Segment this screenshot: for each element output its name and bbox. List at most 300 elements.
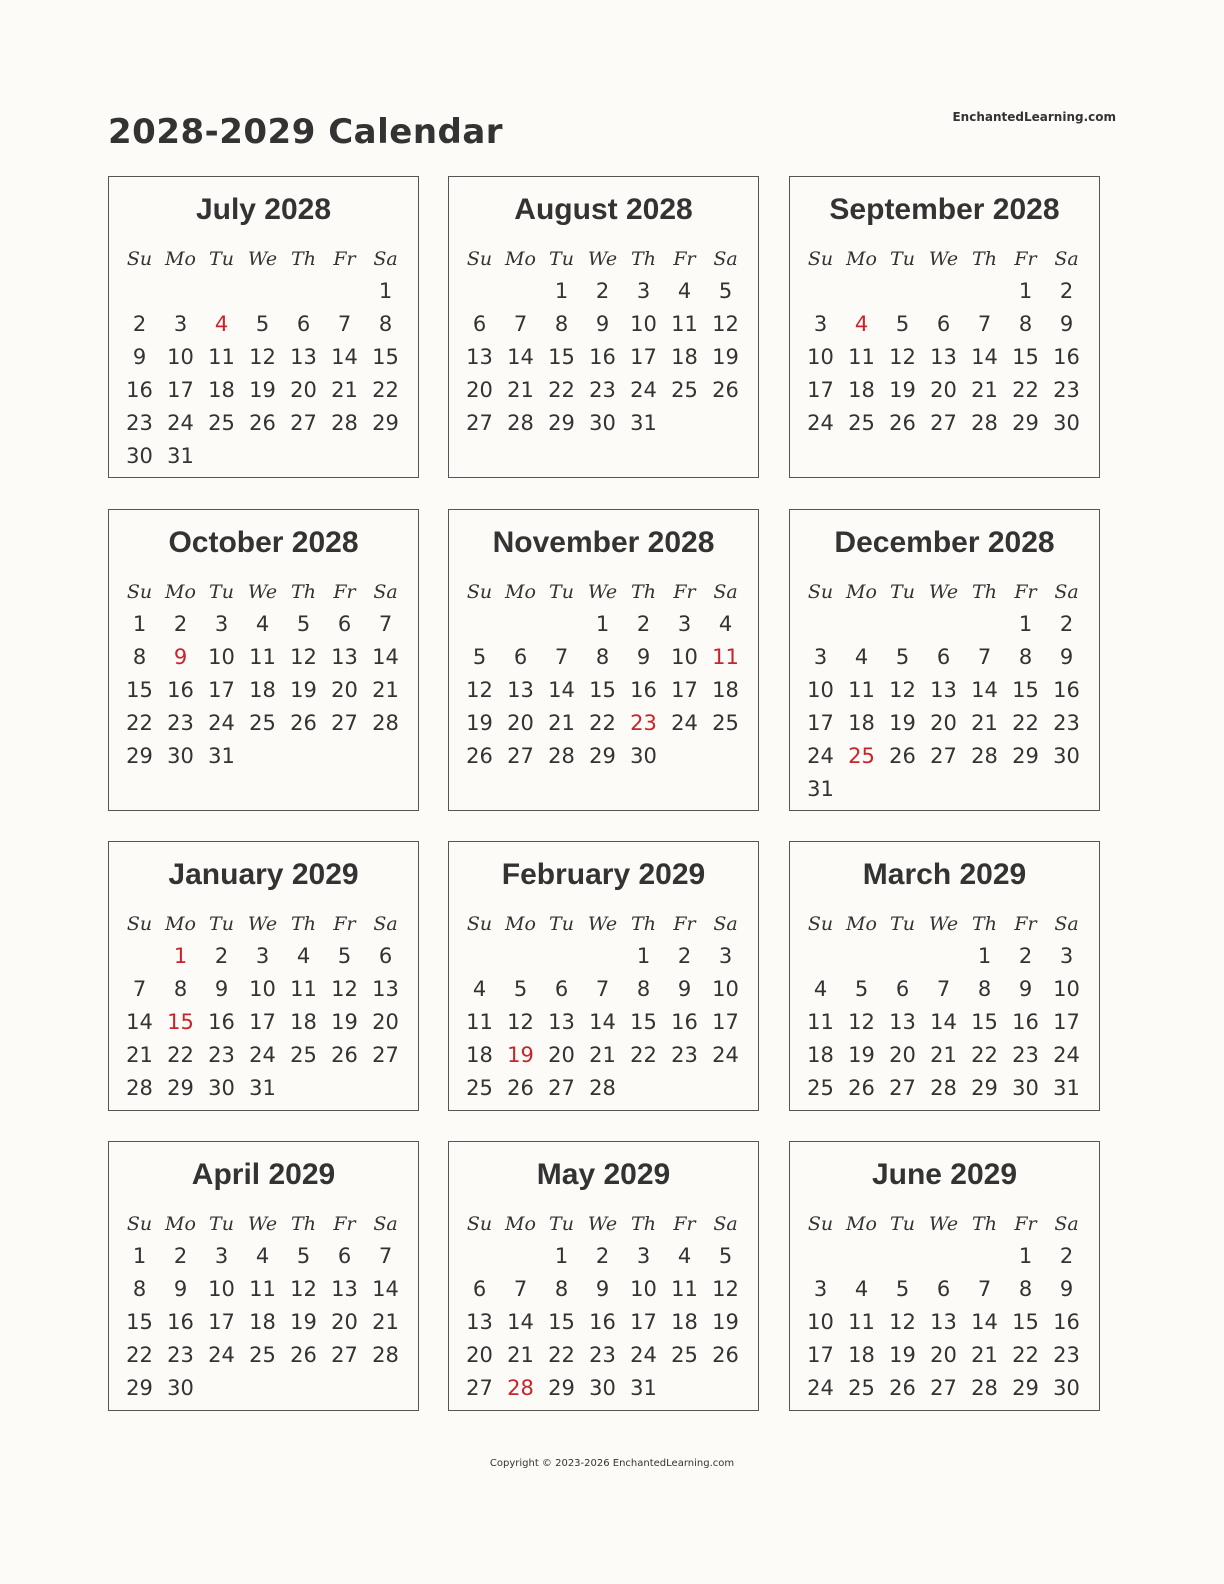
day-cell: 9 [595, 312, 610, 336]
day-cell: 17 [807, 1343, 834, 1367]
day-cell: 30 [208, 1076, 235, 1100]
day-cell: 22 [548, 378, 575, 402]
day-cell: 20 [290, 378, 317, 402]
day-cell: 27 [889, 1076, 916, 1100]
day-cell: 23 [1053, 711, 1080, 735]
holiday-day-cell: 11 [712, 645, 739, 669]
empty-day-cell [201, 275, 242, 308]
day-cell: 17 [208, 678, 235, 702]
day-cell: 15 [126, 678, 153, 702]
day-cell: 2 [173, 1244, 188, 1268]
day-cell: 17 [807, 711, 834, 735]
weekday-header: Su [807, 248, 834, 270]
empty-day-cell [800, 608, 841, 641]
weekday-header: Su [126, 1213, 153, 1235]
day-cell: 28 [589, 1076, 616, 1100]
day-cell: 14 [372, 1277, 399, 1301]
day-cell: 17 [630, 1310, 657, 1334]
day-cell: 11 [671, 1277, 698, 1301]
day-cell: 17 [807, 378, 834, 402]
empty-day-cell [160, 275, 201, 308]
weekday-header: Sa [713, 581, 738, 603]
weekday-header: We [587, 248, 618, 270]
day-cell: 6 [513, 645, 528, 669]
empty-day-cell [119, 275, 160, 308]
day-cell: 3 [255, 944, 270, 968]
weekday-header: Su [466, 913, 493, 935]
day-cell: 29 [548, 1376, 575, 1400]
weekday-header: Su [466, 248, 493, 270]
day-cell: 6 [554, 977, 569, 1001]
day-cell: 10 [208, 1277, 235, 1301]
day-cell: 3 [813, 1277, 828, 1301]
day-cell: 26 [712, 378, 739, 402]
day-cell: 10 [807, 678, 834, 702]
day-cell: 14 [589, 1010, 616, 1034]
day-cell: 1 [554, 279, 569, 303]
weekday-header: Su [126, 248, 153, 270]
day-cell: 4 [718, 612, 733, 636]
day-cell: 20 [930, 378, 957, 402]
day-cell: 2 [1059, 279, 1074, 303]
day-cell: 5 [337, 944, 352, 968]
day-cell: 6 [378, 944, 393, 968]
day-grid [800, 908, 1087, 1105]
day-cell: 1 [595, 612, 610, 636]
weekday-header: Tu [890, 581, 915, 603]
day-cell: 15 [589, 678, 616, 702]
day-cell: 30 [167, 1376, 194, 1400]
day-cell: 19 [889, 378, 916, 402]
day-cell: 15 [548, 1310, 575, 1334]
empty-day-cell [119, 940, 160, 973]
day-cell: 21 [589, 1043, 616, 1067]
day-cell: 27 [466, 1376, 493, 1400]
day-cell: 8 [173, 977, 188, 1001]
weekday-header: Mo [165, 1213, 196, 1235]
day-cell: 7 [977, 645, 992, 669]
day-cell: 29 [167, 1076, 194, 1100]
empty-day-cell [923, 1240, 964, 1273]
day-cell: 23 [208, 1043, 235, 1067]
day-cell: 24 [249, 1043, 276, 1067]
weekday-header: Fr [673, 1213, 696, 1235]
weekday-header: We [928, 913, 959, 935]
day-cell: 11 [807, 1010, 834, 1034]
day-cell: 31 [167, 444, 194, 468]
day-cell: 27 [930, 411, 957, 435]
day-cell: 4 [677, 279, 692, 303]
day-cell: 13 [466, 1310, 493, 1334]
day-grid [800, 243, 1087, 440]
weekday-header: We [928, 581, 959, 603]
day-cell: 30 [589, 1376, 616, 1400]
day-cell: 9 [1059, 312, 1074, 336]
day-cell: 27 [548, 1076, 575, 1100]
weekday-header: Th [291, 248, 316, 270]
day-cell: 29 [1012, 411, 1039, 435]
day-cell: 25 [290, 1043, 317, 1067]
day-cell: 30 [167, 744, 194, 768]
day-cell: 29 [548, 411, 575, 435]
day-cell: 13 [889, 1010, 916, 1034]
empty-day-cell [283, 275, 324, 308]
month-box [108, 841, 419, 1111]
day-cell: 27 [507, 744, 534, 768]
weekday-header: Th [631, 913, 656, 935]
day-cell: 16 [167, 1310, 194, 1334]
day-cell: 1 [378, 279, 393, 303]
day-cell: 26 [507, 1076, 534, 1100]
day-cell: 4 [677, 1244, 692, 1268]
day-cell: 25 [848, 411, 875, 435]
day-cell: 29 [1012, 744, 1039, 768]
day-cell: 19 [290, 678, 317, 702]
day-cell: 17 [208, 1310, 235, 1334]
day-cell: 1 [554, 1244, 569, 1268]
day-cell: 30 [589, 411, 616, 435]
month-title: August 2028 [514, 193, 693, 226]
empty-day-cell [841, 940, 882, 973]
day-cell: 26 [331, 1043, 358, 1067]
weekday-header: Th [972, 1213, 997, 1235]
day-cell: 25 [807, 1076, 834, 1100]
day-cell: 1 [1018, 1244, 1033, 1268]
day-cell: 18 [807, 1043, 834, 1067]
day-cell: 19 [249, 378, 276, 402]
month-title: December 2028 [834, 526, 1055, 559]
day-cell: 10 [807, 1310, 834, 1334]
weekday-header: Fr [333, 1213, 356, 1235]
day-cell: 25 [671, 1343, 698, 1367]
day-cell: 18 [848, 378, 875, 402]
day-cell: 5 [296, 1244, 311, 1268]
day-cell: 11 [848, 1310, 875, 1334]
weekday-header: Su [126, 581, 153, 603]
day-cell: 5 [718, 1244, 733, 1268]
day-cell: 14 [548, 678, 575, 702]
empty-day-cell [459, 940, 500, 973]
weekday-header: Mo [846, 248, 877, 270]
day-cell: 29 [589, 744, 616, 768]
weekday-header: Fr [1014, 581, 1037, 603]
empty-day-cell [882, 1240, 923, 1273]
day-cell: 14 [507, 345, 534, 369]
day-cell: 12 [507, 1010, 534, 1034]
month-box [108, 176, 419, 478]
weekday-header: Tu [549, 913, 574, 935]
empty-day-cell [800, 275, 841, 308]
weekday-header: Su [466, 1213, 493, 1235]
day-cell: 2 [214, 944, 229, 968]
weekday-header: Th [291, 581, 316, 603]
day-cell: 27 [290, 411, 317, 435]
day-cell: 28 [971, 744, 998, 768]
weekday-header: Mo [505, 581, 536, 603]
day-cell: 22 [971, 1043, 998, 1067]
day-cell: 7 [554, 645, 569, 669]
day-cell: 23 [167, 711, 194, 735]
weekday-header: We [587, 581, 618, 603]
day-cell: 16 [671, 1010, 698, 1034]
day-cell: 20 [466, 378, 493, 402]
day-cell: 2 [1059, 1244, 1074, 1268]
day-cell: 11 [249, 1277, 276, 1301]
weekday-header: Mo [505, 248, 536, 270]
holiday-day-cell: 4 [854, 312, 869, 336]
day-cell: 22 [589, 711, 616, 735]
day-cell: 29 [126, 1376, 153, 1400]
day-cell: 14 [971, 345, 998, 369]
day-cell: 20 [331, 678, 358, 702]
empty-day-cell [882, 275, 923, 308]
holiday-day-cell: 28 [507, 1376, 534, 1400]
day-cell: 19 [889, 711, 916, 735]
weekday-header: Su [807, 581, 834, 603]
day-cell: 13 [372, 977, 399, 1001]
day-cell: 6 [472, 1277, 487, 1301]
empty-day-cell [800, 940, 841, 973]
weekday-header: Sa [373, 1213, 398, 1235]
weekday-header: We [247, 1213, 278, 1235]
empty-day-cell [500, 608, 541, 641]
day-cell: 3 [636, 1244, 651, 1268]
day-cell: 20 [507, 711, 534, 735]
day-cell: 8 [977, 977, 992, 1001]
day-cell: 27 [930, 744, 957, 768]
weekday-header: Fr [333, 913, 356, 935]
day-cell: 23 [671, 1043, 698, 1067]
day-cell: 12 [889, 1310, 916, 1334]
weekday-header: Sa [1054, 248, 1079, 270]
day-cell: 7 [513, 312, 528, 336]
site-label[interactable]: EnchantedLearning.com [952, 110, 1116, 124]
day-cell: 31 [208, 744, 235, 768]
day-cell: 8 [378, 312, 393, 336]
day-cell: 18 [208, 378, 235, 402]
day-cell: 9 [132, 345, 147, 369]
day-cell: 3 [214, 1244, 229, 1268]
day-cell: 2 [173, 612, 188, 636]
day-cell: 3 [677, 612, 692, 636]
empty-day-cell [964, 275, 1005, 308]
day-cell: 25 [249, 1343, 276, 1367]
day-cell: 14 [971, 1310, 998, 1334]
day-cell: 8 [595, 645, 610, 669]
day-cell: 3 [718, 944, 733, 968]
day-cell: 19 [290, 1310, 317, 1334]
day-cell: 22 [126, 1343, 153, 1367]
day-cell: 19 [712, 345, 739, 369]
day-cell: 7 [337, 312, 352, 336]
weekday-header: Th [972, 581, 997, 603]
month-title: March 2029 [862, 858, 1027, 891]
day-cell: 26 [712, 1343, 739, 1367]
day-cell: 4 [854, 645, 869, 669]
day-cell: 8 [132, 1277, 147, 1301]
day-cell: 29 [372, 411, 399, 435]
day-cell: 23 [126, 411, 153, 435]
day-cell: 28 [507, 411, 534, 435]
day-cell: 20 [889, 1043, 916, 1067]
weekday-header: Th [631, 581, 656, 603]
month-title: June 2029 [871, 1158, 1018, 1191]
weekday-header: Tu [209, 581, 234, 603]
day-cell: 3 [214, 612, 229, 636]
day-cell: 2 [595, 279, 610, 303]
day-cell: 9 [214, 977, 229, 1001]
empty-day-cell [500, 940, 541, 973]
weekday-header: Mo [505, 913, 536, 935]
month-box [789, 509, 1100, 811]
day-cell: 6 [296, 312, 311, 336]
day-cell: 6 [936, 1277, 951, 1301]
day-cell: 7 [977, 1277, 992, 1301]
month-box [448, 176, 759, 478]
weekday-header: Tu [549, 248, 574, 270]
holiday-day-cell: 25 [848, 744, 875, 768]
holiday-day-cell: 19 [507, 1043, 534, 1067]
day-cell: 15 [372, 345, 399, 369]
day-cell: 29 [1012, 1376, 1039, 1400]
day-cell: 4 [255, 1244, 270, 1268]
day-cell: 5 [854, 977, 869, 1001]
day-cell: 10 [249, 977, 276, 1001]
day-cell: 2 [595, 1244, 610, 1268]
day-cell: 12 [331, 977, 358, 1001]
day-cell: 11 [466, 1010, 493, 1034]
day-cell: 15 [1012, 1310, 1039, 1334]
day-cell: 18 [249, 678, 276, 702]
day-cell: 12 [712, 1277, 739, 1301]
month-title: September 2028 [829, 193, 1060, 226]
day-cell: 22 [1012, 378, 1039, 402]
weekday-header: Tu [890, 1213, 915, 1235]
weekday-header: Sa [713, 248, 738, 270]
empty-day-cell [882, 608, 923, 641]
day-cell: 22 [1012, 711, 1039, 735]
weekday-header: Tu [209, 913, 234, 935]
day-cell: 16 [126, 378, 153, 402]
day-cell: 14 [126, 1010, 153, 1034]
month-title: February 2029 [501, 858, 706, 891]
day-cell: 13 [507, 678, 534, 702]
day-cell: 9 [1018, 977, 1033, 1001]
month-title: April 2029 [191, 1158, 336, 1191]
day-cell: 16 [630, 678, 657, 702]
day-cell: 10 [1053, 977, 1080, 1001]
holiday-day-cell: 4 [214, 312, 229, 336]
day-cell: 10 [208, 645, 235, 669]
day-cell: 20 [372, 1010, 399, 1034]
empty-day-cell [841, 608, 882, 641]
day-cell: 26 [249, 411, 276, 435]
day-cell: 4 [854, 1277, 869, 1301]
day-cell: 15 [548, 345, 575, 369]
month-box [108, 509, 419, 811]
day-cell: 27 [372, 1043, 399, 1067]
empty-day-cell [841, 1240, 882, 1273]
day-cell: 19 [466, 711, 493, 735]
day-cell: 28 [930, 1076, 957, 1100]
empty-day-cell [500, 275, 541, 308]
weekday-header: Fr [673, 913, 696, 935]
day-cell: 7 [132, 977, 147, 1001]
day-cell: 26 [290, 711, 317, 735]
empty-day-cell [324, 275, 365, 308]
month-title: January 2029 [168, 858, 359, 891]
day-cell: 16 [1053, 345, 1080, 369]
day-cell: 5 [895, 645, 910, 669]
day-cell: 22 [126, 711, 153, 735]
day-cell: 25 [208, 411, 235, 435]
day-cell: 16 [1053, 1310, 1080, 1334]
day-cell: 22 [167, 1043, 194, 1067]
day-cell: 21 [372, 678, 399, 702]
day-cell: 7 [595, 977, 610, 1001]
day-cell: 26 [466, 744, 493, 768]
day-cell: 10 [167, 345, 194, 369]
weekday-header: Sa [1054, 913, 1079, 935]
day-cell: 21 [971, 1343, 998, 1367]
weekday-header: We [587, 913, 618, 935]
day-cell: 17 [671, 678, 698, 702]
weekday-header: Sa [373, 248, 398, 270]
day-cell: 14 [507, 1310, 534, 1334]
day-cell: 26 [889, 411, 916, 435]
weekday-header: Sa [373, 581, 398, 603]
day-cell: 28 [971, 411, 998, 435]
day-cell: 22 [1012, 1343, 1039, 1367]
day-cell: 17 [712, 1010, 739, 1034]
day-cell: 19 [331, 1010, 358, 1034]
day-cell: 11 [848, 678, 875, 702]
day-cell: 31 [630, 1376, 657, 1400]
day-cell: 21 [971, 378, 998, 402]
day-cell: 18 [848, 1343, 875, 1367]
day-cell: 21 [126, 1043, 153, 1067]
holiday-day-cell: 23 [630, 711, 657, 735]
day-cell: 23 [589, 378, 616, 402]
day-cell: 21 [372, 1310, 399, 1334]
day-cell: 18 [671, 345, 698, 369]
day-cell: 13 [548, 1010, 575, 1034]
weekday-header: Fr [673, 581, 696, 603]
day-cell: 5 [255, 312, 270, 336]
weekday-header: Tu [549, 1213, 574, 1235]
empty-day-cell [882, 940, 923, 973]
day-cell: 3 [173, 312, 188, 336]
day-cell: 22 [548, 1343, 575, 1367]
month-title: October 2028 [168, 526, 359, 559]
day-cell: 7 [513, 1277, 528, 1301]
day-cell: 13 [930, 1310, 957, 1334]
day-cell: 30 [1053, 1376, 1080, 1400]
day-cell: 14 [372, 645, 399, 669]
empty-day-cell [964, 1240, 1005, 1273]
day-cell: 23 [1053, 1343, 1080, 1367]
copyright-footer: Copyright © 2023-2026 EnchantedLearning.com [489, 1458, 735, 1469]
weekday-header: Fr [1014, 913, 1037, 935]
day-cell: 25 [848, 1376, 875, 1400]
day-cell: 1 [636, 944, 651, 968]
weekday-header: Su [807, 1213, 834, 1235]
day-cell: 1 [1018, 612, 1033, 636]
day-cell: 19 [712, 1310, 739, 1334]
day-cell: 9 [636, 645, 651, 669]
day-cell: 4 [255, 612, 270, 636]
weekday-header: Th [291, 1213, 316, 1235]
